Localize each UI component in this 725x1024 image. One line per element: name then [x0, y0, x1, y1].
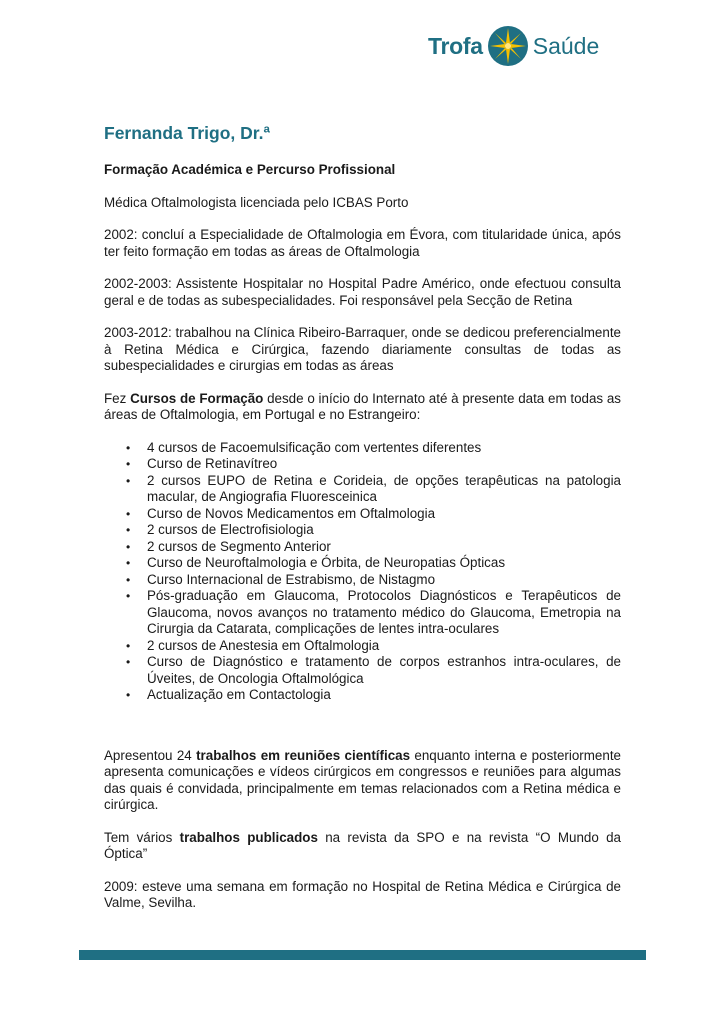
text-run: Tem vários	[104, 829, 180, 845]
brand-name-left: Trofa	[428, 32, 483, 59]
section-subtitle: Formação Académica e Percurso Profissional	[104, 162, 396, 177]
bold-text-run: trabalhos publicados	[179, 829, 318, 845]
list-item: • Curso de Novos Medicamentos em Oftalmologia	[104, 506, 621, 523]
list-item: • Curso Internacional de Estrabismo, de Nistagmo	[104, 572, 621, 589]
list-item: • 4 cursos de Facoemulsificação com vertentes diferentes	[104, 440, 621, 457]
bold-text-run: trabalhos em reuniões científicas	[196, 747, 411, 763]
list-item: • 2 cursos EUPO de Retina e Corideia, de opções terapêuticas na patologia macular, de Angiografia Fluoresceinica	[104, 473, 621, 506]
brand-logo	[428, 24, 599, 68]
doctor-name-title: Fernanda Trigo, Dr.ª	[104, 123, 270, 143]
list-item: • Pós-graduação em Glaucoma, Protocolos Diagnósticos e Terapêuticos de Glaucoma, novos avanços no tratamento médico do Glaucoma, Emetropia na Cirurgia da Catarata, complicações de lentes intra-oculares	[104, 588, 621, 638]
paragraph-2003-2012: 2003-2012: trabalhou na Clínica Ribeiro-Barraquer, onde se dedicou preferencialmente à Retina Médica e Cirúrgica, fazendo diariamente consultas de todas as subespecialidades e cirurgias em todas as áreas	[104, 325, 621, 373]
list-item: • Curso de Neuroftalmologia e Órbita, de Neuropatias Ópticas	[104, 555, 621, 572]
list-item: • 2 cursos de Segmento Anterior	[104, 539, 621, 556]
paragraph-scientific-meetings	[104, 748, 621, 814]
paragraph-2002: 2002: concluí a Especialidade de Oftalmologia em Évora, com titularidade única, após ter feito formação em todas as áreas de Oftalmologia	[104, 227, 621, 259]
list-item: • Curso de Retinavítreo	[104, 456, 621, 473]
paragraph-courses-intro	[104, 391, 621, 424]
text-run: na revista da SPO e na revista “O Mundo da Óptica”	[104, 829, 621, 861]
paragraph-licence: Médica Oftalmologista licenciada pelo ICBAS Porto	[104, 194, 409, 210]
brand-name-right: Saúde	[532, 32, 600, 59]
list-item: • Curso de Diagnóstico e tratamento de corpos estranhos intra-oculares, de Úveites, de Oncologia Oftalmológica	[104, 654, 621, 687]
bold-text-run: Cursos de Formação	[130, 390, 264, 406]
paragraph-2009: 2009: esteve uma semana em formação no Hospital de Retina Médica e Cirúrgica de Valme, Sevilha.	[104, 878, 621, 910]
text-run: desde o início do Internato até à presente data em todas as áreas de Oftalmologia, em Portugal e no Estrangeiro:	[104, 390, 622, 422]
list-item: • 2 cursos de Electrofisiologia	[104, 522, 621, 539]
text-run: Fez	[104, 390, 131, 406]
paragraph-2002-2003: 2002-2003: Assistente Hospitalar no Hospital Padre Américo, onde efectuou consulta geral e de todas as subespecialidades. Foi responsável pela Secção de Retina	[104, 276, 621, 308]
star-burst-logo-icon	[486, 24, 530, 68]
text-run: Apresentou 24	[104, 747, 197, 763]
text-run: enquanto interna e posteriormente apresenta comunicações e vídeos cirúrgicos em congressos e reuniões para algumas das quais é convidada, principalmente em temas relacionados com a Retina médica e cirúrgica.	[104, 747, 621, 812]
footer-bar	[79, 950, 646, 960]
paragraph-publications	[104, 830, 621, 863]
courses-list	[104, 440, 621, 704]
document-body	[104, 122, 621, 928]
list-item: • Actualização em Contactologia	[104, 687, 621, 704]
list-item: • 2 cursos de Anestesia em Oftalmologia	[104, 638, 621, 655]
